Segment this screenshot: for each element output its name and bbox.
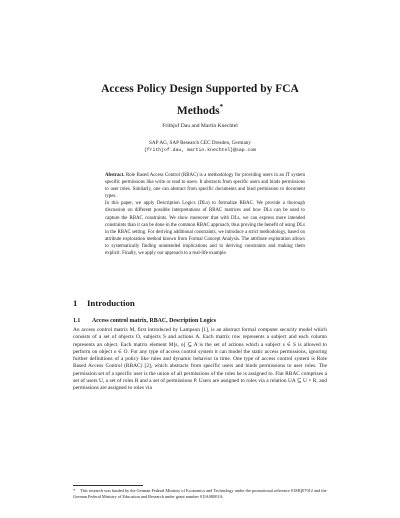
abstract-label: Abstract. <box>105 173 125 178</box>
section-number: 1 <box>73 298 78 308</box>
abstract <box>105 172 305 257</box>
footnote-divider <box>73 485 143 486</box>
affiliation-block <box>60 140 340 154</box>
affiliation: SAP AG, SAP Research CEC Dresden, Germany <box>149 140 251 146</box>
title-line-1: Access Policy Design Supported by FCA <box>101 83 299 95</box>
body-paragraph-1: An access control matrix M, first introduced by Lampson [1], is an abstract formal computer security model which consists of a set of objects O, subjects S and actions A. Each matrix row represents a subject and each column represents an object. Each matrix element M[s, o] ⊆ A is the set of actions which a subject s ∈ S is allowed to perform on object o ∈ O. For any type of access control system it can model the static access permissions, ignoring further definitions of a policy like rules and dynamic behavior in time. One type of access control system is Role Based Access Control (RBAC) [2], which abstracts from specific users and binds permissions to user roles. The permission set of a specific user is the union of all permissions of the roles he is assigned to. Flat RBAC comprises a set of users U, a set of roles R and a set of permissions P. Users are assigned to roles via a relation UA ⊆ U × R, and permissions are assigned to roles via <box>73 327 327 392</box>
section-title: Introduction <box>87 298 135 308</box>
footnote-mark: * <box>73 488 76 493</box>
footnote-paragraph <box>73 488 327 500</box>
abstract-paragraph-1 <box>105 172 305 200</box>
section-heading <box>73 298 135 308</box>
subsection-title: Access control matrix, RBAC, Description Logics <box>92 318 217 324</box>
title-line-2: Methods <box>176 104 220 117</box>
footnote-text: This research was funded by the German Federal Ministry of Economics and Technology under the promotional reference 01MQ07012 and the German Federal Ministry of Education and Research under grant number 01IA08001A. <box>73 488 327 500</box>
subsection-heading <box>73 318 216 324</box>
footnote <box>73 488 327 500</box>
title-footnote-mark: * <box>219 103 224 111</box>
abstract-text-1: Role Based Access Control (RBAC) is a methodology for providing users in an IT system specific permissions like write or read to users. It abstracts from specific users and binds permissions to user roles. Similarly, one can abstract from specific documents and bind permission to document types. <box>105 173 305 200</box>
body-text <box>73 327 327 393</box>
author-list: Frithjof Dau and Martin Knechtel <box>162 123 238 129</box>
subsection-number: 1.1 <box>73 318 81 324</box>
abstract-paragraph-2: In this paper, we apply Description Logics (DLs) to formalize RBAC. We provide a thorough discussion on different possible interpretations of RBAC matrices and how DLs can be used to capture the RBAC constraints. We show moreover that with DLs, we can express more intended constraints than it can be done in the common RBAC approach, thus proving the benefit of using DLs in the RBAC setting. For deriving additional constraints, we introduce a strict methodology, based on attribute exploration method known from Formal Concept Analysis. The attribute exploration allows to systematically finding unintended implications and to deriving constraints and making them explicit. Finally, we apply our approach to a real-life example. <box>105 201 305 257</box>
author-emails: {frithjof.dau, martin.knechtel}@sap.com <box>143 148 257 153</box>
paper-title <box>60 80 340 120</box>
